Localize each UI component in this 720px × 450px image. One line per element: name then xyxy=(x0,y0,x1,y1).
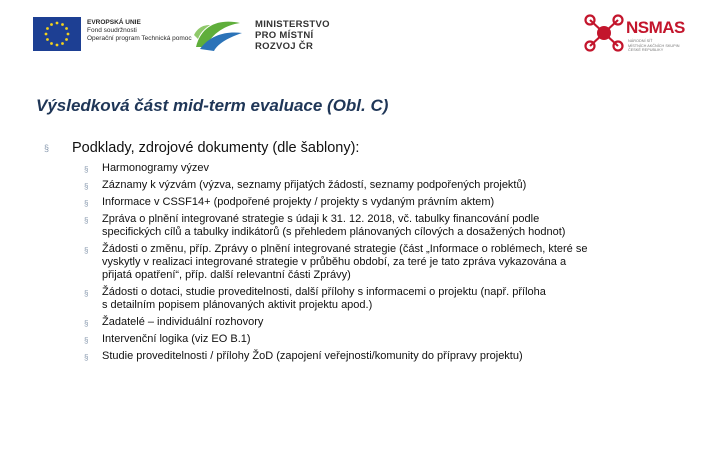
bullet-icon: § xyxy=(84,216,89,225)
sub-list-item-text: Intervenční logika (viz EO B.1) xyxy=(102,333,251,345)
sub-list-item-text: Harmonogramy výzev xyxy=(102,162,209,174)
sub-list-item xyxy=(84,196,704,209)
eu-star-icon xyxy=(56,22,59,25)
sub-list-item xyxy=(84,286,704,312)
sub-list-item xyxy=(84,179,704,192)
sub-list-item-text: Studie proveditelnosti / přílohy ŽoD (zapojení veřejnosti/komunity do přípravy projektu) xyxy=(102,350,523,362)
eu-star-icon xyxy=(61,42,64,45)
sub-list-item-text: Žádosti o změnu, příp. Zprávy o plnění integrované strategie (část „Informace o roblémech, které se xyxy=(102,243,588,255)
eu-star-icon xyxy=(65,38,68,41)
sub-list-item-text: s detailním popisem plánovaných aktivit projektu apod.) xyxy=(102,299,373,311)
nsmas-logo-subtitle xyxy=(628,39,679,53)
bullet-icon: § xyxy=(84,165,89,174)
bullet-icon: § xyxy=(84,199,89,208)
bullet-icon: § xyxy=(84,319,89,328)
eu-logo-line: Operační program Technická pomoc xyxy=(87,35,192,42)
sub-list-item-text: specifických cílů a tabulky indikátorů (s přehledem plánovaných cílových a dosažených hodnot) xyxy=(102,226,566,238)
logo-strip xyxy=(0,0,720,70)
nsmas-logo-line: MÍSTNÍCH AKČNÍCH SKUPIN xyxy=(628,43,680,48)
sub-list-item xyxy=(84,162,704,175)
eu-flag-logo xyxy=(33,17,81,51)
eu-star-icon xyxy=(65,27,68,30)
sub-list-item-text: Zpráva o plnění integrované strategie s údaji k 31. 12. 2018, vč. tabulky financování podle xyxy=(102,213,540,225)
nsmas-logo-title: NSMAS xyxy=(626,18,685,37)
main-list-item-text: Podklady, zdrojové dokumenty (dle šablony): xyxy=(72,140,360,156)
eu-star-icon xyxy=(46,38,49,41)
bullet-icon: § xyxy=(84,246,89,255)
bullet-icon: § xyxy=(84,182,89,191)
sub-list-item xyxy=(84,333,704,346)
sub-list-item xyxy=(84,316,704,329)
sub-list-item xyxy=(84,243,704,282)
eu-logo-line: EVROPSKÁ UNIE xyxy=(87,19,141,26)
ministry-logo-icon xyxy=(192,17,244,53)
sub-list-item xyxy=(84,350,704,363)
sub-list-item-text: Žádosti o dotaci, studie proveditelnosti, další přílohy s informacemi o projektu (např. příloha xyxy=(102,286,546,298)
sub-list xyxy=(84,162,704,367)
sub-list-item-text: Záznamy k výzvám (výzva, seznamy přijatých žádostí, seznamy podpořených projektů) xyxy=(102,179,527,191)
ministry-logo-line: ROZVOJ ČR xyxy=(255,41,314,52)
eu-star-icon xyxy=(50,23,53,26)
eu-star-icon xyxy=(61,23,64,26)
sub-list-item-text: přijatá opatření“, příp. další relevantní části Zprávy) xyxy=(102,269,351,281)
eu-star-icon xyxy=(67,33,70,36)
bullet-icon: § xyxy=(84,336,89,345)
slide-title: Výsledková část mid-term evaluace (Obl. C) xyxy=(36,96,389,115)
ministry-logo-text xyxy=(255,19,330,52)
eu-star-icon xyxy=(46,27,49,30)
ministry-logo-line: PRO MÍSTNÍ xyxy=(255,30,314,41)
nsmas-network-icon xyxy=(582,12,626,54)
nsmas-logo-line: NÁRODNÍ SÍŤ xyxy=(628,39,653,43)
eu-star-icon xyxy=(50,42,53,45)
sub-list-item xyxy=(84,213,704,239)
bullet-icon: § xyxy=(84,353,89,362)
eu-logo-line: Fond soudržnosti xyxy=(87,27,137,34)
sub-list-item-text: vyskytly v realizaci integrované strategie v průběhu období, za teré je tato zpráva vykazována a xyxy=(102,256,567,268)
eu-star-icon xyxy=(45,33,48,36)
nsmas-logo-line: ČESKÉ REPUBLIKY xyxy=(628,48,664,53)
bullet-icon: § xyxy=(44,143,50,153)
bullet-icon: § xyxy=(84,289,89,298)
sub-list-item-text: Informace v CSSF14+ (podpořené projekty / projekty s vydaným právním aktem) xyxy=(102,196,495,208)
eu-logo-text xyxy=(87,19,192,43)
sub-list-item-text: Žadatelé – individuální rozhovory xyxy=(102,316,264,328)
eu-star-icon xyxy=(56,44,59,47)
ministry-logo-line: MINISTERSTVO xyxy=(255,19,330,30)
